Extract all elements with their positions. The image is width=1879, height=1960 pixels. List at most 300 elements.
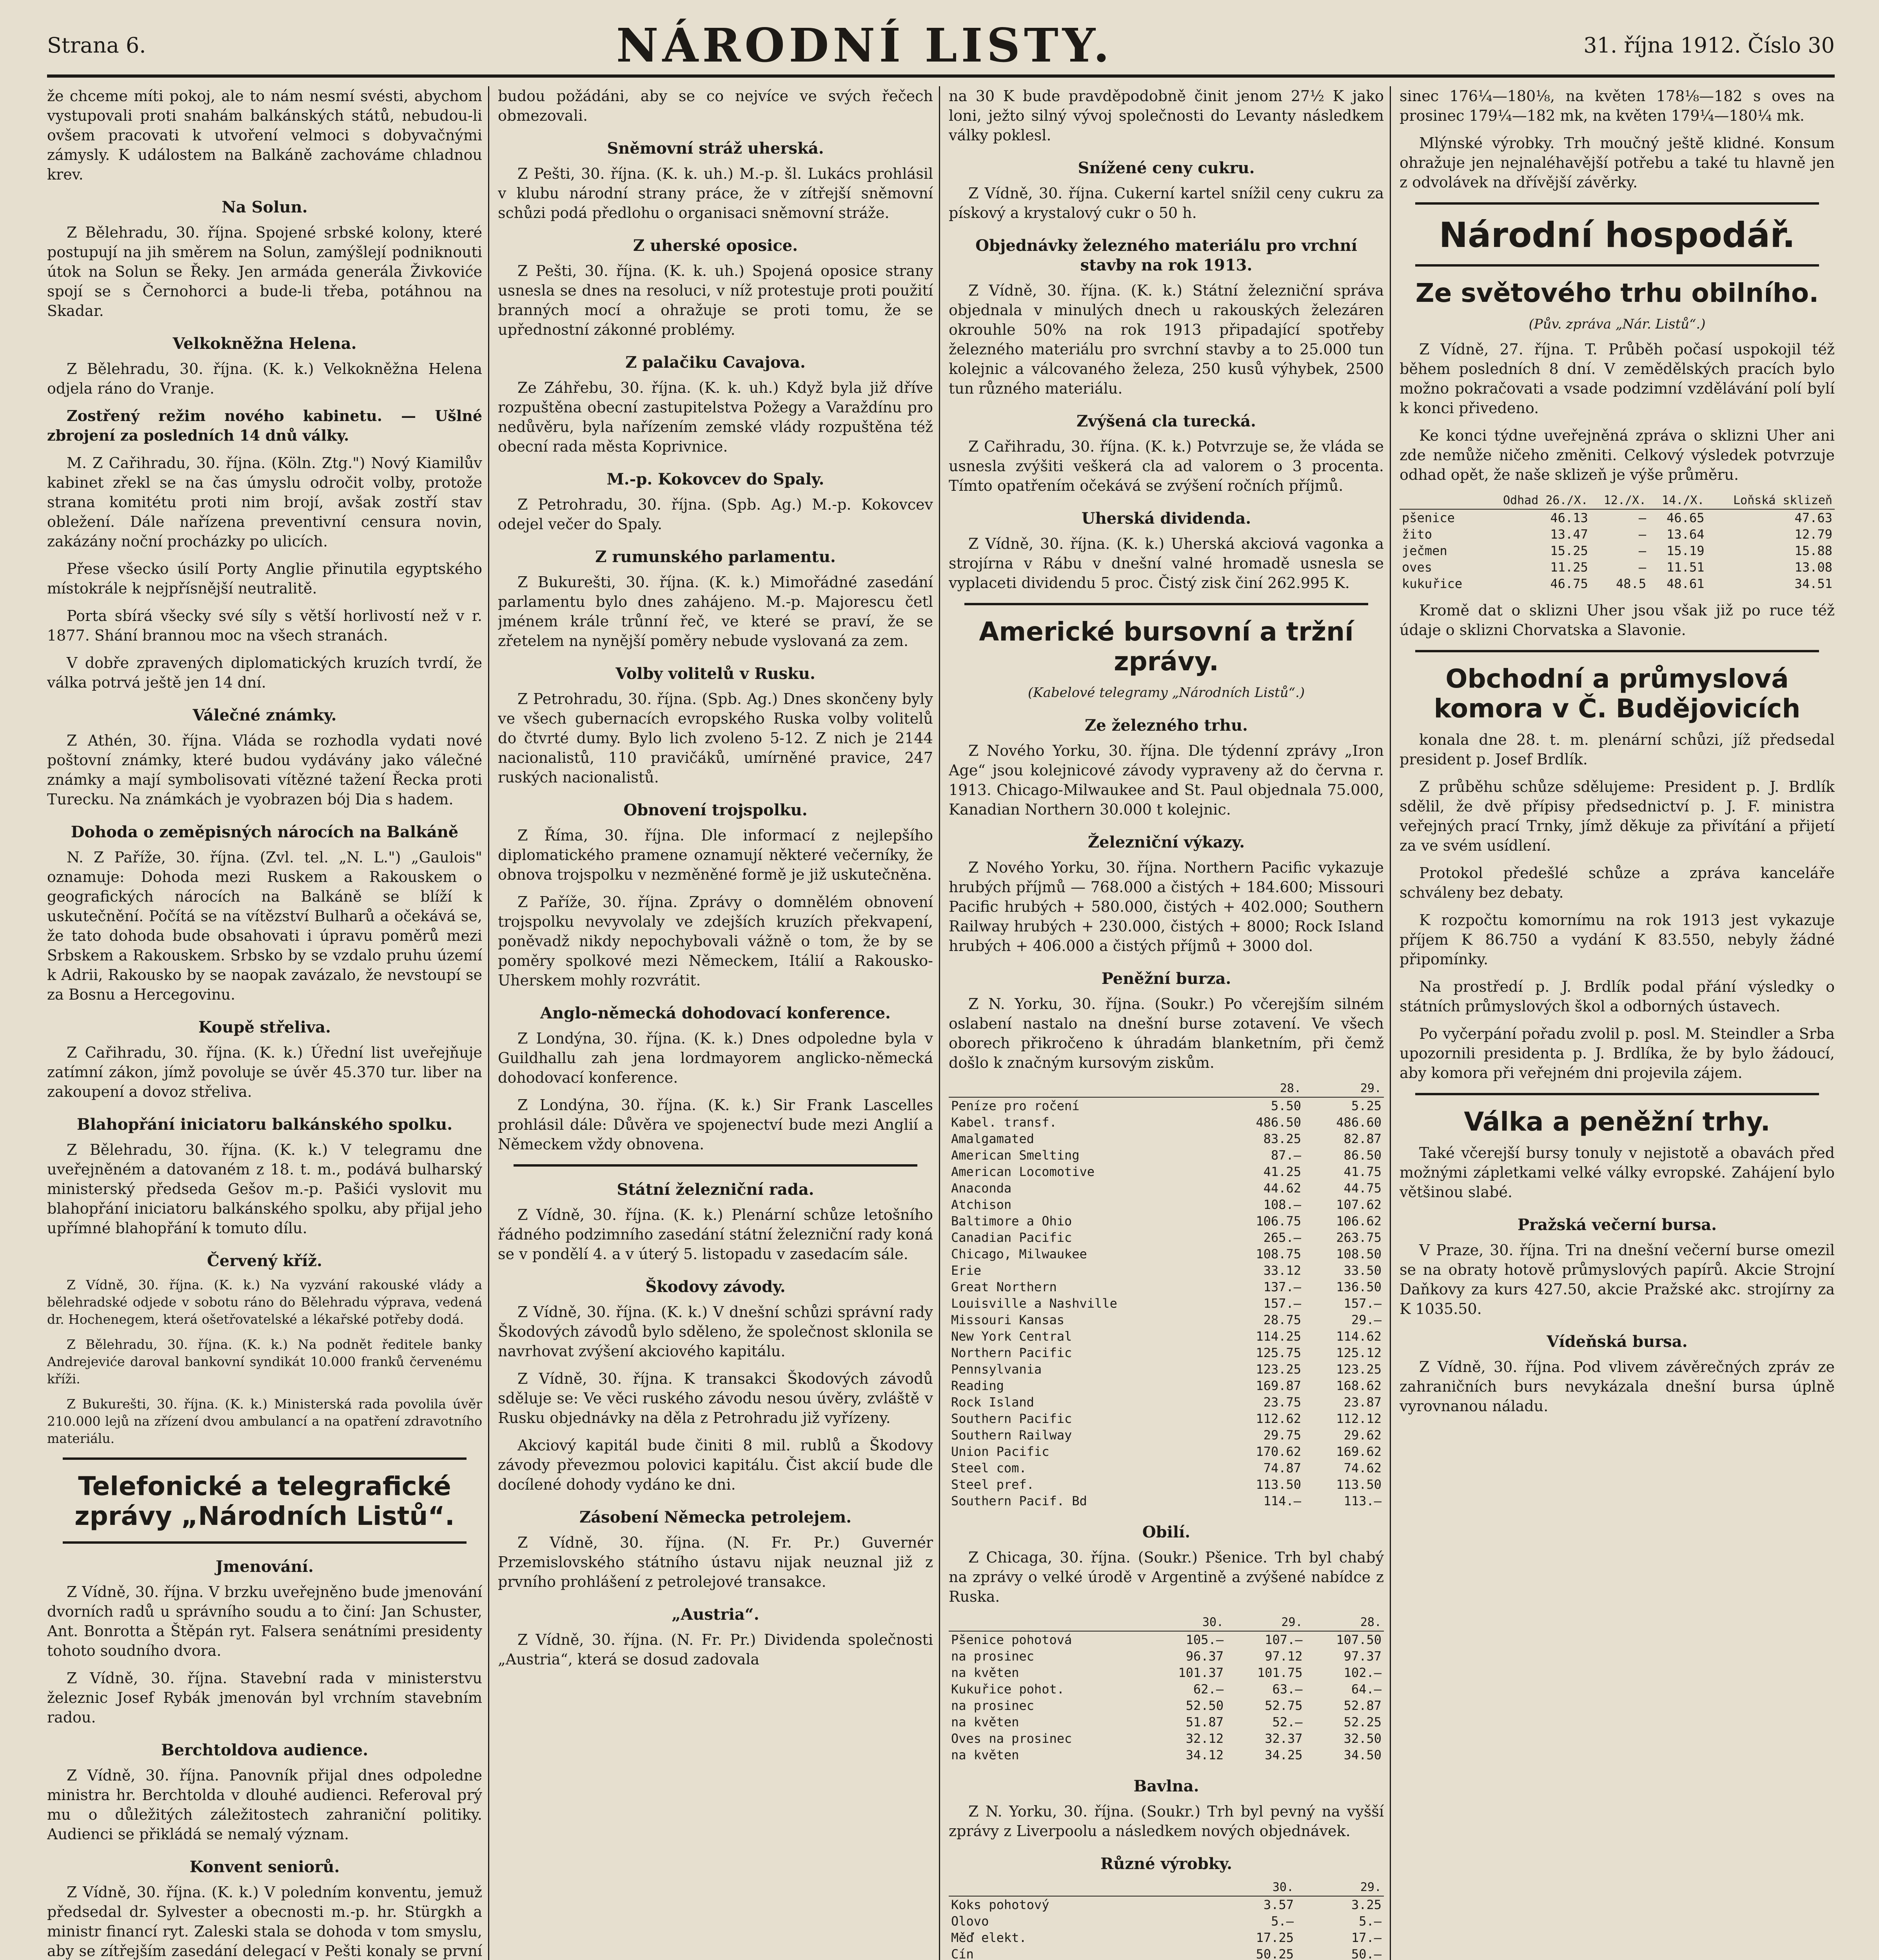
grain-table [949,1614,1384,1763]
table-cell: 52.75 [1265,1698,1303,1713]
divider [1415,650,1819,652]
column-divider [939,86,940,1960]
table-cell: 29.62 [1343,1428,1382,1443]
table-cell: 74.87 [1263,1461,1302,1475]
row-label: Peníze pro ročení [951,1098,1080,1113]
row-label: American Smelting [951,1148,1080,1163]
paragraph: Z Vídně, 30. října. (N. Fr. Pr.) Dividenda společnosti „Austria“, která se dosud zadovala [498,1631,933,1668]
paragraph: K rozpočtu komornímu na rok 1913 jest vykazuje příjem K 86.750 a vydání K 83.550, nebyly žádné připomínky. [1400,911,1835,968]
table-row [949,1631,1384,1648]
paragraph: Z Cařihradu, 30. října. (K. k.) Úřední list uveřejňuje zatímní zákon, jímž povoluje se úvěr 45.370 tur. liber na zakoupení a dovoz střeliva. [47,1044,482,1100]
row-label: Atchison [951,1197,1012,1212]
table-row [949,1295,1384,1312]
table-cell: 101.75 [1257,1665,1303,1680]
table-row [949,1929,1384,1946]
war-markets-title: Válka a peněžní trhy. [1464,1107,1770,1137]
section-heading: Peněžní burza. [1101,969,1231,988]
row-label: American Locomotive [951,1164,1095,1179]
section-heading: Z uherské oposice. [633,236,798,255]
section-heading: Dohoda o zeměpisných nárocích na Balkáně [71,823,459,841]
paragraph: Z Vídně, 30. října. Cukerní kartel snížil ceny cukru za pískový a krystalový cukr o 50 h. [949,185,1384,221]
table-cell: 97.37 [1343,1649,1382,1664]
table-row [1400,575,1835,592]
section-heading: Obnovení trojspolku. [623,801,808,819]
section-heading: Anglo-německá dohodovací konference. [540,1004,891,1022]
paragraph: V Praze, 30. října. Tri na dnešní večerní burse omezil se na obraty hotově průmyslových papírů. Akcie Strojní Daňkovy za kurs 427.50, akcie Pražské akc. strojírny za K 1035.50. [1400,1241,1835,1318]
table-cell: 28.75 [1263,1312,1302,1327]
table-row [949,1730,1384,1747]
paragraph: Akciový kapitál bude činiti 8 mil. rublů a Škodovy závody převezmou polovici kapitálu. Čist akcií bude dle docílené dohody vydáno ke dni. [498,1437,933,1493]
row-label: ječmen [1402,543,1447,558]
section-heading: „Austria“. [672,1605,759,1624]
table-cell: 112.62 [1256,1411,1302,1426]
section-heading: Pražská večerní bursa. [1517,1216,1717,1234]
table-cell: 108.75 [1256,1247,1302,1261]
table-row [1400,559,1835,575]
table-cell: 86.50 [1343,1148,1382,1163]
paragraph: Z Vídně, 30. října. (N. Fr. Pr.) Guvernér Przemislovského státního ústavu nijak neuznal již z prvního prohlášení z petrolejové transakce. [498,1534,933,1590]
table-cell: 11.25 [1550,560,1588,575]
table-cell: 168.62 [1336,1378,1382,1393]
row-label: Steel com. [951,1461,1027,1475]
table-header: 29. [1226,1614,1305,1631]
section-heading: Obilí. [1142,1523,1191,1541]
row-label: Louisville a Nashville [951,1296,1117,1311]
row-label: na květen [951,1715,1019,1730]
table-row [949,1913,1384,1929]
section-heading: Červený kříž. [207,1252,322,1270]
table-cell: 263.75 [1336,1230,1382,1245]
table-header: Odhad 26./X. [1480,492,1590,509]
table-row [949,1262,1384,1279]
table-cell: 169.62 [1336,1444,1382,1459]
table-header-row [949,1879,1384,1896]
table-cell: 34.50 [1343,1748,1382,1762]
paragraph: Mlýnské výrobky. Trh moučný ještě klidné. Konsum ohražuje jen nejnaléhavější potřebu a také tu hlavně jen z odvolávek na dřívější závěrky. [1400,134,1835,191]
paragraph: Z Vídně, 30. října. (K. k.) V poledním konventu, jemuž předsedal dr. Sylvester a obecnosti m.-p. hr. Stürgkh a ministr financí ryt. Zaleski stala se dohoda v tom smyslu, aby se zítřejším zasedání delegací v Pešti konaly se první [47,1884,482,1960]
table-cell: 46.13 [1550,510,1588,525]
table-cell: 105.— [1185,1632,1224,1647]
paragraph: V dobře zpravených diplomatických kruzích tvrdí, že válka potrvá ještě jen 14 dní. [47,654,482,691]
row-label: Olovo [951,1914,989,1929]
table-cell: 114.62 [1336,1329,1382,1344]
paragraph: Také včerejší bursy tonuly v nejistotě a obavách před možnými zápletkami velké války evropské. Zahájení bylo většinou slabé. [1400,1144,1835,1201]
table-row [949,1213,1384,1229]
subtitle: (Pův. zpráva „Nár. Listů“.) [1529,316,1706,332]
section-heading: Zásobení Německa petrolejem. [579,1508,852,1526]
table-header-row [949,1614,1384,1631]
paragraph: Z Bělehradu, 30. října. (K. k.) Velkokněžna Helena odjela ráno do Vranje. [47,360,482,397]
table-cell: 486.50 [1256,1115,1302,1130]
table-header [949,1614,1147,1631]
table-cell: 17.25 [1256,1930,1294,1945]
row-label: Southern Pacif. Bd [951,1494,1087,1508]
row-label: Southern Railway [951,1428,1072,1443]
row-label: Kukuřice pohot. [951,1682,1064,1697]
paragraph: M. Z Cařihradu, 30. října. (Köln. Ztg.") Nový Kiamilův kabinet zřekl se na čas úmyslu odročit volby, protože strana komitétu proti nim brojí, avšak zostří stav obležení. Dále nařízena preventivní censura novin, zakázány noční procházky po ulicích. [47,454,482,550]
table-cell: 52.25 [1343,1715,1382,1730]
section-heading: Uherská dividenda. [1081,509,1251,528]
row-label: na květen [951,1665,1019,1680]
paragraph: Protokol předešlé schůze a zpráva kanceláře schváleny bez debaty. [1400,864,1835,901]
table-cell: 34.51 [1794,576,1832,591]
section-heading: Velkokněžna Helena. [172,334,357,353]
issue-date: 31. října 1912. Číslo 30 [1583,33,1835,58]
paragraph: Z Bělehradu, 30. října. Spojené srbské kolony, které postupují na jih směrem na Solun, zamýšlejí podniknouti útok na Solun se Řeky. Jen armáda generála Živkoviće spojí se s Černohorci a bude-li třeba, potáhnou na Skadar. [47,224,482,319]
table-cell: 15.88 [1794,543,1832,558]
paragraph: Přese všecko úsilí Porty Anglie přinutila egyptského místokrále k nejpřísnější neutralitě. [47,560,482,597]
paragraph: Z N. Yorku, 30. října. (Soukr.) Trh byl pevný na vyšší zprávy z Liverpoolu a následkem nových objednávek. [949,1803,1384,1840]
table-header [1400,492,1480,509]
paragraph: Z Bukurešti, 30. října. (K. k.) Mimořádné zasedání parlamentu bylo dnes zahájeno. M.-p. Majorescu četl jménem krále trůnní řeč, ve které se praví, že se zřetelem na nynější poměry nebude vyslovaná za zem. [498,573,933,650]
table-cell: 5.— [1359,1914,1382,1929]
table-cell: 125.12 [1336,1345,1382,1360]
table-cell: 33.12 [1263,1263,1302,1278]
table-cell: 34.12 [1185,1748,1224,1762]
table-cell: — [1638,510,1647,525]
paragraph: budou požádáni, aby se co nejvíce ve svých řečech obmezovali. [498,87,933,124]
table-cell: 47.63 [1794,510,1832,525]
table-cell: 13.64 [1667,527,1705,542]
row-label: Měď elekt. [951,1930,1027,1945]
table-row [949,1196,1384,1213]
paragraph: Ke konci týdne uveřejněná zpráva o sklizni Uher ani zde nemůže ničeho změniti. Celkový výsledek potvrzuje odhad opět, že naše sklizeň je výše průměru. [1400,427,1835,483]
table-cell: 11.51 [1667,560,1705,575]
table-row [949,1896,1384,1913]
paragraph: Z Říma, 30. října. Dle informací z nejlepšího diplomatického pramene oznamují některé večerníky, že obnova trojspolku v nezměněné formě je již uskutečněna. [498,827,933,883]
stock-table [949,1080,1384,1509]
table-row [949,1180,1384,1196]
row-label: Canadian Pacific [951,1230,1072,1245]
section-heading: Koupě střeliva. [198,1018,331,1036]
table-row [949,1443,1384,1460]
table-cell: 29.75 [1263,1428,1302,1443]
table-cell: 82.87 [1343,1131,1382,1146]
column-1 [47,86,482,1960]
table-cell: 50.25 [1256,1947,1294,1960]
page-header [47,16,1835,78]
paragraph: sinec 176¼—180⅛, na květen 178⅛—182 s oves na prosinec 179¼—182 mk, na květen 179¼—180¼ mk. [1400,87,1835,124]
row-label: žito [1402,527,1432,542]
table-row [949,1279,1384,1295]
table-cell: 113.50 [1336,1477,1382,1492]
table-header: Loňská sklizeň [1707,492,1835,509]
row-label: Koks pohotový [951,1897,1049,1912]
row-label: na prosinec [951,1649,1034,1664]
table-cell: 107.— [1265,1632,1303,1647]
table-cell: 32.12 [1185,1731,1224,1746]
divider [63,1541,467,1544]
table-header: 30. [1208,1879,1296,1896]
table-cell: 108.50 [1336,1247,1382,1261]
paragraph-bold: Zostřený režim nového kabinetu. — Ušlné zbrojení za posledních 14 dnů války. [47,407,482,444]
table-row [949,1664,1384,1681]
section-heading: Jmenování. [216,1557,314,1576]
section-heading: Na Solun. [221,198,308,216]
table-cell: 34.25 [1265,1748,1303,1762]
paragraph: Z Vídně, 30. října. (K. k.) Státní železniční správa objednala v minulých dnech u rakouských železáren okrouhle 50% na rok 1913 připadající spotřeby železného materiálu pro svrchní stavby a to 25.000 tun kolejnic a válcovaného železa, 250 kusů výhybek, 2500 tun různého materiálu. [949,282,1384,397]
table-cell: 114.— [1263,1494,1302,1508]
table-cell: 44.75 [1343,1181,1382,1196]
table-header: 29. [1296,1879,1384,1896]
table-cell: 137.— [1263,1279,1302,1294]
section-heading: Z rumunského parlamentu. [595,548,836,566]
table-row [949,1229,1384,1246]
paragraph: Z Vídně, 30. října. (K. k.) Uherská akciová vagonka a strojírna v Rábu v dnešní valné hromadě usnesla se vyplaceti dividendu 5 proc. Čistý zisk činí 262.995 K. [949,535,1384,592]
paragraph: Z Vídně, 30. října. Stavební rada v ministerstvu železnic Josef Rybák jmenován byl vrchním stavebním radou. [47,1670,482,1726]
table-cell: 106.62 [1336,1214,1382,1229]
divider [1415,264,1819,267]
paragraph: Porta sbírá všecky své síly s větší horlivostí než v r. 1877. Shání brannou moc na všech stranách. [47,607,482,644]
paragraph: Z Athén, 30. října. Vláda se rozhodla vydati nové poštovní známky, které budou vydávány jako válečné známky a mají symbolisovati vítězné tažení Řecka proti Turecku. Na známkách je vyobrazen bój Dia s hadem. [47,732,482,808]
column-4 [1400,86,1835,1960]
row-label: na květen [951,1748,1019,1762]
table-header: 29. [1303,1080,1384,1097]
table-cell: 101.37 [1178,1665,1224,1680]
paragraph: Po vyčerpání pořadu zvolil p. posl. M. Steindler a Srba upozornili presidenta p. J. Brdlíka, že by bylo žádoucí, aby komora při veřejném dni projevila zájem. [1400,1025,1835,1082]
paragraph: Z Nového Yorku, 30. října. Dle týdenní zprávy „Iron Age“ jsou kolejnicové závody vypraveny až do června r. 1913. Chicago-Milwaukee and St. Paul objednala 75.000, Kanadian Northern 30.000 t kolejnic. [949,742,1384,818]
column-divider [1390,86,1391,1960]
table-cell: 106.75 [1256,1214,1302,1229]
table-cell: 486.60 [1336,1115,1382,1130]
table-cell: 64.— [1351,1682,1382,1697]
paragraph: Na prostředí p. J. Brdlík podal přání výsledky o státních průmyslových škol a odborných ústavech. [1400,978,1835,1015]
table-cell: 107.50 [1336,1632,1382,1647]
table-cell: 113.50 [1256,1477,1302,1492]
row-label: Kabel. transf. [951,1115,1057,1130]
table-cell: 46.75 [1550,576,1588,591]
paragraph: Z Vídně, 30. října. Panovník přijal dnes odpoledne ministra hr. Berchtolda v dlouhé audienci. Referoval prý mu o důležitých záležitostech zahraniční politiky. Audienci se přikládá se nemalý význam. [47,1767,482,1843]
paragraph: Z Pešti, 30. října. (K. k. uh.) M.-p. šl. Lukács prohlásil v klubu národní strany práce, že v zítřejší sněmovní schůzi podá předlohu o organisaci sněmovní stráže. [498,165,933,221]
table-row [1400,543,1835,559]
table-cell: 13.47 [1550,527,1588,542]
section-heading: Státní železniční rada. [617,1180,814,1199]
paragraph: Z Vídně, 30. října. Pod vlivem závěrečných zpráv ze zahraničních burs nevykázala dnešní bursa úplně vyrovnanou náladu. [1400,1358,1835,1415]
table-header: 30. [1147,1614,1226,1631]
table-cell: 74.62 [1343,1461,1382,1475]
table-cell: 63.— [1272,1682,1303,1697]
paragraph: N. Z Paříže, 30. října. (Zvl. tel. „N. L.") „Gaulois" oznamuje: Dohoda mezi Ruskem a Rakouskem o geografických nárocích na Balkáně se blíží k uskutečnění. Počítá se na vítězství Bulharů a očekává se, že tato dohoda bude obsahovati i úpravu poměrů mezi Srbskem a Rakouskem. Srbsko by se vzdalo pruhu území k Adrii, Rakousko by se naopak zavázalo, že nevstoupí se za Bosnu a Hercegovinu. [47,849,482,1003]
table-row [949,1345,1384,1361]
row-label: Steel pref. [951,1477,1034,1492]
table-header: 28. [1223,1080,1303,1097]
table-cell: 265.— [1263,1230,1302,1245]
row-label: Northern Pacific [951,1345,1072,1360]
table-row [949,1493,1384,1509]
table-row [949,1427,1384,1443]
table-header-row [949,1080,1384,1097]
section-heading: Objednávky železného materiálu pro vrchní stavby na rok 1913. [975,236,1357,274]
section-heading: Blahopřání iniciatoru balkánského spolku. [76,1115,453,1134]
table-row [949,1394,1384,1410]
table-cell: 15.19 [1667,543,1705,558]
section-heading: Sněmovní stráž uherská. [607,139,824,158]
section-heading: M.-p. Kokovcev do Spaly. [606,470,824,488]
table-row [949,1312,1384,1328]
row-label: na prosinec [951,1698,1034,1713]
row-label: Oves na prosinec [951,1731,1072,1746]
table-row [1400,526,1835,543]
row-label: Southern Pacific [951,1411,1072,1426]
paragraph: Z Bělehradu, 30. října. (K. k.) Na podnět ředitele banky Andrejeviće daroval bankovní syndikát 10.000 franků červenému kříži. [47,1337,482,1387]
paragraph: Z Vídně, 30. října. (K. k.) Na vyzvání rakouské vlády a bělehradské odjede v sobotu ráno do Bělehradu výprava, vedená dr. Hochenegem, která ošetřovatelské a lékařské potřeby dodá. [47,1277,482,1327]
table-row [949,1697,1384,1714]
table-cell: — [1638,560,1647,575]
table-row [949,1460,1384,1476]
table-cell: 51.87 [1185,1715,1224,1730]
table-cell: 13.08 [1794,560,1832,575]
paragraph: Z Vídně, 30. října. (K. k.) V dnešní schůzi správní rady Škodových závodů bylo sděleno, že společnost sklonila se navrhovat zvýšení akciového kapitálu. [498,1303,933,1360]
table-row [949,1246,1384,1262]
table-cell: 96.37 [1185,1649,1224,1664]
section-heading: Vídeňská bursa. [1547,1332,1688,1351]
row-label: New York Central [951,1329,1072,1344]
telegraph-section-title: Telefonické a telegrafické zprávy „Národních Listů“. [74,1471,455,1531]
section-heading: Z palačiku Cavajova. [625,353,806,372]
paragraph: Ze Záhřebu, 30. října. (K. k. uh.) Když byla již dříve rozpuštěna obecní zastupitelstva Požegy a Varaždínu pro nedůvěru, byla nařízením zemské vlády rozpuštěna též obecní rada města Koprivnice. [498,379,933,455]
section-heading: Válečné známky. [192,706,337,724]
paragraph: Z Petrohradu, 30. října. (Spb. Ag.) M.-p. Kokovcev odejel večer do Spaly. [498,496,933,533]
table-row [949,1410,1384,1427]
paragraph: Z Cařihradu, 30. října. (K. k.) Potvrzuje se, že vláda se usnesla zvýšiti veškerá cla ad valorem o 3 procenta. Tímto opatřením očekává se zvýšení ročních příjmů. [949,438,1384,494]
table-header-row [1400,492,1835,509]
table-cell: 112.12 [1336,1411,1382,1426]
table-cell: 32.37 [1265,1731,1303,1746]
table-cell: 41.25 [1263,1164,1302,1179]
paragraph: Z Nového Yorku, 30. října. Northern Pacific vykazuje hrubých příjmů — 768.000 a čistých + 184.600; Missouri Pacific hrubých + 580.000, čistých + 402.000; Southern Railway hrubých + 230.000, čistých + 8000; Rock Island hrubých + 406.000 a čistých příjmů + 3000 dol. [949,859,1384,955]
row-label: Great Northern [951,1279,1057,1294]
table-row [949,1377,1384,1394]
table-row [949,1328,1384,1345]
table-cell: 102.— [1343,1665,1382,1680]
table-cell: 41.75 [1343,1164,1382,1179]
table-cell: 48.5 [1616,576,1647,591]
newspaper-title: NÁRODNÍ LISTY. [616,18,1113,73]
harvest-table [1400,492,1835,592]
row-label: Baltimore a Ohio [951,1214,1072,1229]
row-label: Cín [951,1947,974,1960]
table-cell: 52.— [1272,1715,1303,1730]
divider [63,1457,467,1460]
table-cell: 50.— [1351,1947,1382,1960]
commodities-table [949,1879,1384,1960]
section-heading: Bavlna. [1133,1777,1199,1795]
table-row [949,1648,1384,1664]
divider [1415,1093,1819,1095]
table-cell: 169.87 [1256,1378,1302,1393]
row-label: oves [1402,560,1432,575]
table-cell: 17.— [1351,1930,1382,1945]
divider [1415,202,1819,205]
row-label: Missouri Kansas [951,1312,1064,1327]
row-label: Anaconda [951,1181,1012,1196]
paragraph: Z Chicaga, 30. října. (Soukr.) Pšenice. Trh byl chabý na zprávy o velké úrodě v Argentině a zvýšené nabídce z Ruska. [949,1549,1384,1605]
table-cell: 83.25 [1263,1131,1302,1146]
table-header [949,1879,1208,1896]
table-row [949,1114,1384,1131]
table-header: 12./X. [1590,492,1648,509]
table-row [949,1163,1384,1180]
table-header [949,1080,1223,1097]
paragraph: Z N. Yorku, 30. října. (Soukr.) Po včerejším silném oslabení nastalo na dnešní burse zotavení. Ve všech oborech přikročeno k úhradám blanketním, při čemž došlo k značným kursovým ziskům. [949,995,1384,1071]
column-2 [498,86,933,1960]
row-label: Union Pacific [951,1444,1049,1459]
section-heading: Ze železného trhu. [1085,716,1248,735]
table-cell: 48.61 [1667,576,1705,591]
table-cell: 32.50 [1343,1731,1382,1746]
table-cell: 33.50 [1343,1263,1382,1278]
row-label: Reading [951,1378,1004,1393]
table-row [949,1097,1384,1114]
paragraph: Z Vídně, 30. října. (K. k.) Plenární schůze letošního řádného podzimního zasedání státní železniční rady koná se v pondělí 4. a v úterý 5. listopadu v zasedacím sále. [498,1206,933,1263]
section-heading: Různé výrobky. [1100,1855,1232,1873]
table-cell: 3.57 [1263,1897,1294,1912]
section-heading: Konvent seniorů. [189,1858,340,1876]
paragraph: Z Londýna, 30. října. (K. k.) Dnes odpoledne byla v Guildhallu zah jena lordmayorem anglicko-německá dohodovací konference. [498,1030,933,1086]
chamber-section-title: Obchodní a průmyslová komora v Č. Budějovicích [1434,664,1801,724]
paragraph: že chceme míti pokoj, ale to nám nesmí svésti, abychom vystupovali proti snahám balkánských států, nebudou-li ovšem pracovati k utvoření velmoci s dobyvačnými zámysly. K událostem na Balkáně zachováme chladnou krev. [47,87,482,183]
table-cell: 23.75 [1263,1395,1302,1410]
table-cell: 62.— [1193,1682,1224,1697]
row-label: Chicago, Milwaukee [951,1247,1087,1261]
article-title: Ze světového trhu obilního. [1415,278,1819,308]
row-label: Pšenice pohotová [951,1632,1072,1647]
table-cell: 87.— [1271,1148,1302,1163]
economics-section-title: Národní hospodář. [1439,215,1795,255]
table-cell: 46.65 [1667,510,1705,525]
divider [514,1164,917,1167]
row-label: Erie [951,1263,982,1278]
paragraph: Z Londýna, 30. října. (K. k.) Sir Frank Lascelles prohlásil dále: Důvěra ve spojenectví bude mezi Anglií a Německem vždy obnovena. [498,1096,933,1153]
table-cell: 157.— [1343,1296,1382,1311]
table-cell: 107.62 [1336,1197,1382,1212]
table-cell: 3.25 [1351,1897,1382,1912]
paragraph: Z Paříže, 30. října. Zprávy o domnělém obnovení trojspolku nevyvolaly ve zdejších kruzích překvapení, poněvadž nikdy nepochybovali vážně o tom, že by se poměry spolkové mezi Německem, Itálií a Rakousko-Uherskem mohly rozvrátit. [498,893,933,989]
section-heading: Železniční výkazy. [1087,833,1245,851]
row-label: pšenice [1402,510,1455,525]
table-cell: 23.87 [1343,1395,1382,1410]
table-row [949,1147,1384,1163]
table-row [1400,509,1835,526]
paragraph: Z Bukurešti, 30. října. (K. k.) Ministerská rada povolila úvěr 210.000 lejů na zřízení dvou ambulancí a na opatření zdravotního materiálu. [47,1396,482,1446]
table-cell: 12.79 [1794,527,1832,542]
table-cell: 97.12 [1265,1649,1303,1664]
table-cell: 125.75 [1256,1345,1302,1360]
table-cell: 5.25 [1351,1098,1382,1113]
subtitle: (Kabelové telegramy „Národních Listů“.) [1028,685,1305,701]
table-header: 14./X. [1648,492,1707,509]
table-cell: 29.— [1351,1312,1382,1327]
table-cell: — [1638,543,1647,558]
table-cell: 5.— [1271,1914,1294,1929]
paragraph: Z Vídně, 27. října. T. Průběh počasí uspokojil též během posledních 8 dní. V zemědělských pracích bylo možno pokračovati a vsade podzimní vzdělávání polí bylí k konci přivedeno. [1400,341,1835,417]
section-heading: Volby volitelů v Rusku. [615,664,815,683]
table-cell: 108.— [1263,1197,1302,1212]
table-row [949,1361,1384,1377]
paragraph: Z Vídně, 30. října. V brzku uveřejněno bude jmenování dvorních radů u správního soudu a to činí: Jan Schuster, Ant. Bonrotta a Štěpán ryt. Falsera senátními presidenty tohoto soudního dvora. [47,1583,482,1659]
table-row [949,1681,1384,1697]
table-cell: 157.— [1263,1296,1302,1311]
table-cell: 170.62 [1256,1444,1302,1459]
column-3 [949,86,1384,1960]
paragraph: Z Bělehradu, 30. října. (K. k.) V telegramu dne uveřejněném a datovaném z 18. t. m., podává bulharský ministerský předseda Gešov m.-p. Pašići vyslovit mu blahopřání iniciatoru balkánského spolku, aby přijal jeho upřímné blahopřání k tomuto dílu. [47,1141,482,1237]
divider [964,603,1368,605]
paragraph: Kromě dat o sklizni Uher jsou však již po ruce též údaje o sklizni Chorvatska a Slavonie. [1400,602,1835,639]
table-cell: 123.25 [1256,1362,1302,1377]
table-row [949,1747,1384,1763]
table-cell: 136.50 [1336,1279,1382,1294]
paragraph: Z Petrohradu, 30. října. (Spb. Ag.) Dnes skončeny byly ve všech gubernacích evropského Ruska volby volitelů do čtvrté dumy. Bylo lich zvoleno 5-12. Z nich je 2144 nacionalistů, 110 pravičáků, umírněné pravice, 247 ruských nacionalistů. [498,690,933,786]
